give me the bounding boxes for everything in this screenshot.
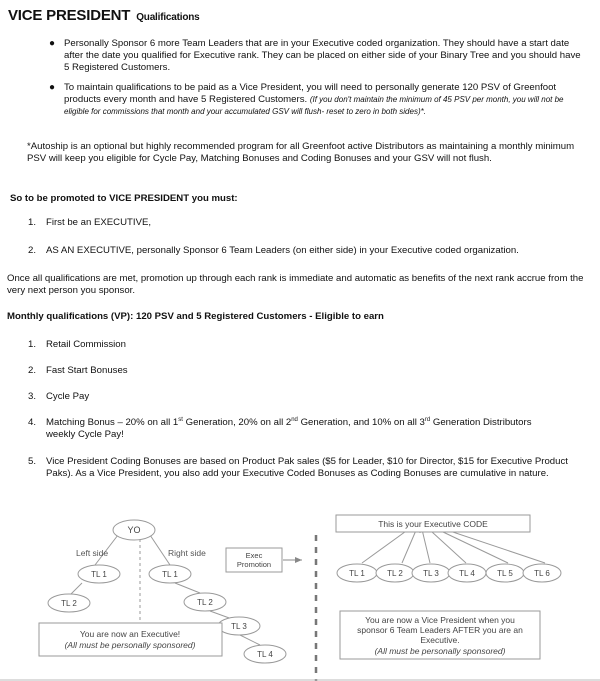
vp-box-line: Executive. <box>420 635 460 645</box>
promote-heading: So to be promoted to VICE PRESIDENT you must: <box>10 193 238 204</box>
bullet-item <box>49 82 584 118</box>
title-main: VICE PRESIDENT <box>8 7 131 24</box>
bullet-item <box>49 38 584 74</box>
item-text-part: Generation, and 10% on all 3 <box>297 417 425 428</box>
page-title <box>8 7 200 24</box>
node-tl-label: TL 2 <box>197 598 213 607</box>
promotion-note: Once all qualifications are met, promotion up through each rank is immediate and automatic as benefits of the next rank accrue from the very next person you sponsor. <box>7 273 584 296</box>
ordinal-suffix: nd <box>291 416 298 423</box>
item-text: Cycle Pay <box>46 391 90 402</box>
promote-step <box>28 217 586 229</box>
node-tl-label: TL 2 <box>387 569 403 578</box>
bullet-text: Personally Sponsor 6 more Team Leaders that are in your Executive coded organization. They should have a start date after the date you qualified for Executive rank. They can be placed on either side of your Binary Tree and you should have 5 Registered Customers. <box>64 38 581 73</box>
item-number: 5. <box>28 456 37 467</box>
earn-item <box>28 339 566 351</box>
exec-promotion-line: Exec <box>245 551 263 560</box>
step-text: AS AN EXECUTIVE, personally Sponsor 6 Team Leaders (on either side) in your Executive coded organization. <box>46 245 519 256</box>
exec-promotion-line: Promotion <box>236 560 272 569</box>
node-tl-label: TL 4 <box>459 569 475 578</box>
node-tl-label: TL 6 <box>534 569 550 578</box>
executive-box-line: (All must be personally sponsored) <box>64 640 196 650</box>
node-tl-label: TL 2 <box>61 599 77 608</box>
earn-item <box>28 416 556 441</box>
item-text <box>46 417 532 440</box>
earn-item <box>28 365 566 377</box>
node-tl-label: TL 5 <box>497 569 513 578</box>
node-tl-label: TL 3 <box>231 622 247 631</box>
bullet-text: To maintain qualifications to be paid as a Vice President, you will need to personally generate 120 PSV of Greenfoot products every month and have 5 Registered Customers. <box>64 82 557 105</box>
item-text-part: Generation Distributors weekly Cycle Pay! <box>46 417 532 440</box>
promote-step <box>28 245 591 257</box>
left-side-label: Left side <box>76 548 109 558</box>
bullet-dot: ● <box>49 82 56 93</box>
bullet-dot: ● <box>49 38 56 49</box>
step-text: First be an EXECUTIVE, <box>46 217 152 228</box>
node-tl-label: TL 1 <box>162 570 178 579</box>
item-text: Fast Start Bonuses <box>46 365 128 376</box>
node-tl-label: TL 3 <box>423 569 439 578</box>
item-number: 2. <box>28 365 37 376</box>
vp-box-line: (All must be personally sponsored) <box>374 646 506 656</box>
ordinal-suffix: rd <box>424 416 431 423</box>
autoship-note: *Autoship is an optional but highly recommended program for all Greenfoot active Distributors as maintaining a monthly minimum PSV will keep you eligible for Cycle Pay, Matching Bonuses and Coding Bonuses and your GSV will not flush. <box>27 141 575 164</box>
node-yo-label: YO <box>127 525 141 535</box>
executive-box-line: You are now an Executive! <box>79 629 181 639</box>
vp-box-line: sponsor 6 Team Leaders AFTER you are an <box>357 625 523 635</box>
node-tl-label: TL 1 <box>349 569 365 578</box>
step-number: 2. <box>28 245 37 256</box>
promotion-diagram <box>0 505 600 681</box>
item-text-part: Generation, 20% on all 2 <box>182 417 292 428</box>
item-number: 3. <box>28 391 37 402</box>
ordinal-suffix: st <box>178 416 183 423</box>
right-side-label: Right side <box>168 548 206 558</box>
vp-box-line: You are now a Vice President when you <box>365 615 515 625</box>
bullet-italic-note: (If you don't maintain the minimum of 45 PSV per month, you will not be eligible for commissions that month and your accumulated GSV will flush- reset to zero in both sides)*. <box>64 95 564 116</box>
step-number: 1. <box>28 217 37 228</box>
item-number: 4. <box>28 417 37 428</box>
title-sub: Qualifications <box>136 12 200 23</box>
item-text-part: Matching Bonus – 20% on all 1 <box>46 417 179 428</box>
monthly-heading: Monthly qualifications (VP): 120 PSV and 5 Registered Customers - Eligible to earn <box>7 311 384 322</box>
earn-item <box>28 391 566 403</box>
node-tl-label: TL 4 <box>257 650 273 659</box>
item-text: Retail Commission <box>46 339 126 350</box>
item-number: 1. <box>28 339 37 350</box>
earn-item <box>28 456 576 480</box>
code-box-label: This is your Executive CODE <box>378 519 488 529</box>
item-text: Vice President Coding Bonuses are based on Product Pak sales ($5 for Leader, $10 for Director, $15 for Executive Product Paks). As a Vice President, you also add your Executive Coded Bonuses as Coding Bonuses are cumulative in nature. <box>46 456 568 479</box>
node-tl-label: TL 1 <box>91 570 107 579</box>
